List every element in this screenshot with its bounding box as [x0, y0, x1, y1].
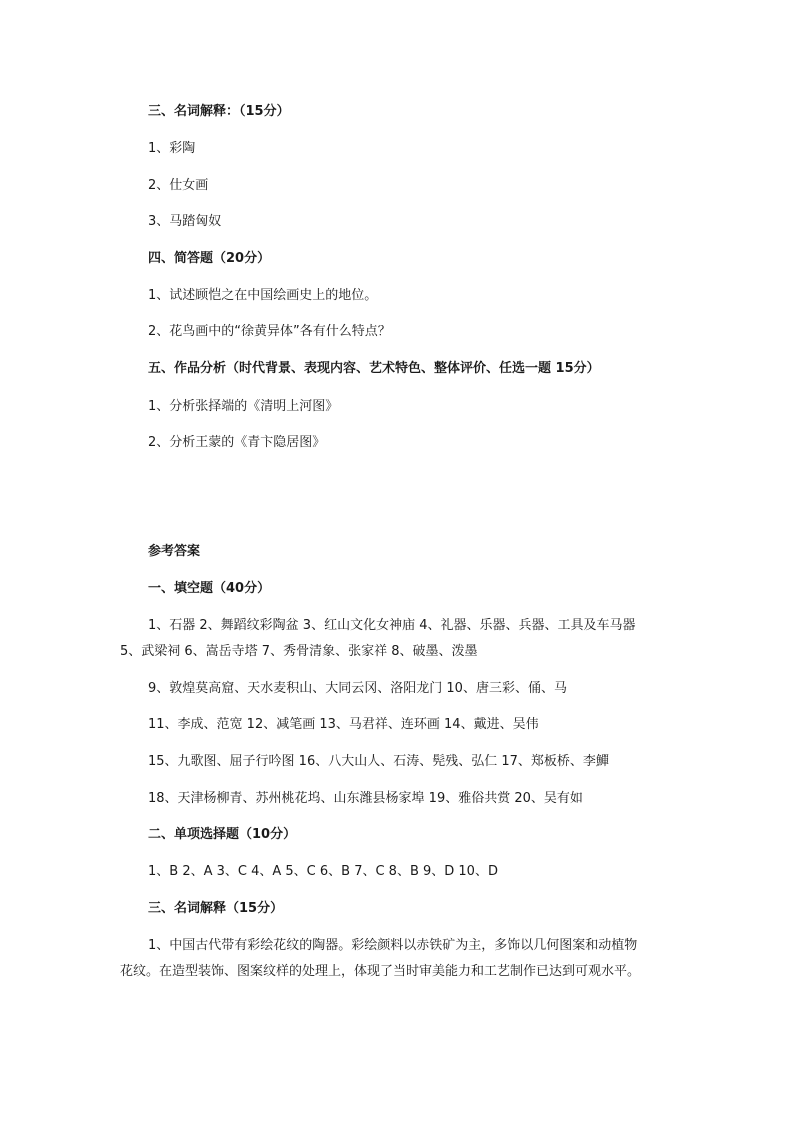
fill-line-5: 15、九歌图、屈子行吟图 16、八大山人、石涛、髡残、弘仁 17、郑板桥、李鱓	[148, 754, 609, 769]
answers-title: 参考答案	[148, 544, 201, 559]
sec5-item-1: 1、分析张择端的《清明上河图》	[148, 399, 339, 414]
section-4-heading: 四、简答题（20分）	[148, 251, 271, 266]
term-line-2: 花纹。在造型装饰、图案纹样的处理上，体现了当时审美能力和工艺制作已达到可观水平。	[120, 964, 641, 979]
fill-line-6: 18、天津杨柳青、苏州桃花坞、山东潍县杨家埠 19、雅俗共赏 20、吴有如	[148, 791, 583, 806]
term-line-1: 1、中国古代带有彩绘花纹的陶器。彩绘颜料以赤铁矿为主，多饰以几何图案和动植物	[148, 938, 638, 953]
sec3-item-2: 2、仕女画	[148, 178, 209, 193]
sec3-item-1: 1、彩陶	[148, 141, 196, 156]
term-heading: 三、名词解释（15分）	[148, 901, 284, 916]
fill-line-4: 11、李成、范宽 12、减笔画 13、马君祥、连环画 14、戴进、吴伟	[148, 717, 539, 732]
fill-line-3: 9、敦煌莫高窟、天水麦积山、大同云冈、洛阳龙门 10、唐三彩、俑、马	[148, 681, 567, 696]
fill-line-1: 1、石器 2、舞蹈纹彩陶盆 3、红山文化女神庙 4、礼器、乐器、兵器、工具及车马器	[148, 618, 636, 633]
choice-heading: 二、单项选择题（10分）	[148, 827, 297, 842]
section-5-heading: 五、作品分析（时代背景、表现内容、艺术特色、整体评价、任选一题 15分）	[148, 361, 600, 376]
sec4-item-1: 1、试述顾恺之在中国绘画史上的地位。	[148, 288, 378, 303]
fill-line-2: 5、武梁祠 6、嵩岳寺塔 7、秀骨清象、张家祥 8、破墨、泼墨	[120, 644, 478, 659]
sec4-item-2: 2、花鸟画中的“徐黄异体”各有什么特点？	[148, 324, 391, 339]
sec5-item-2: 2、分析王蒙的《青卞隐居图》	[148, 435, 326, 450]
fill-heading: 一、填空题（40分）	[148, 581, 271, 596]
choice-answers: 1、B 2、A 3、C 4、A 5、C 6、B 7、C 8、B 9、D 10、D	[148, 864, 498, 879]
section-3-heading: 三、名词解释：（15分）	[148, 104, 290, 119]
sec3-item-3: 3、马踏匈奴	[148, 214, 222, 229]
